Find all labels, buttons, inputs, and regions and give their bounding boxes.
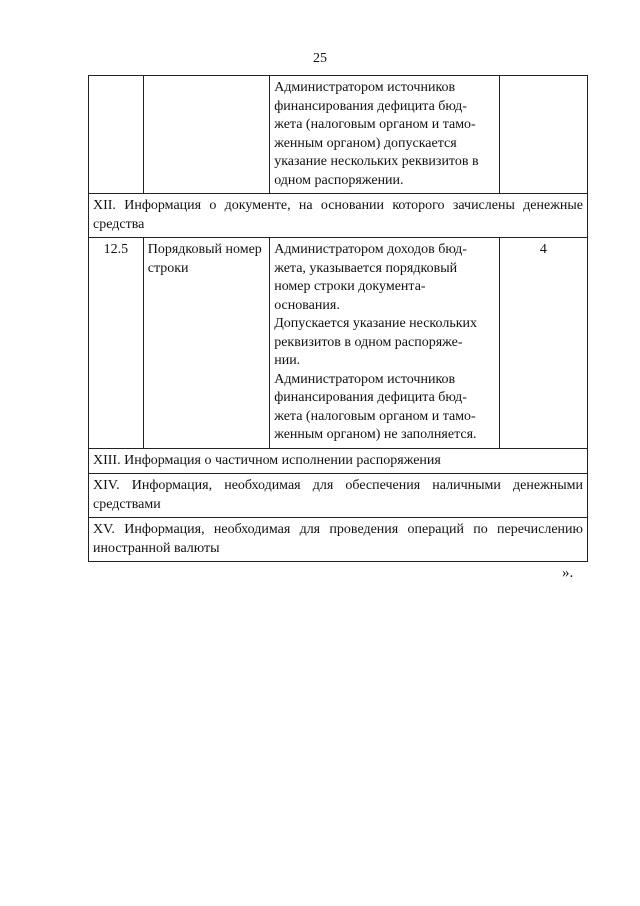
closing-quote-mark: ».: [562, 565, 574, 581]
row-number: 12.5: [89, 238, 144, 449]
section-title-xv: XV. Информация, необходимая для проведения операций по перечислению иностранной валюты: [93, 522, 583, 556]
section-title-xiv: XIV. Информация, необходимая для обеспечения наличными денежными средствами: [93, 478, 583, 512]
row-description: [270, 238, 500, 449]
section-header-xv: [89, 518, 588, 562]
table-row-12-5: [89, 238, 588, 449]
section-title-xiii: XIII. Информация о частичном исполнении распоряжения: [93, 452, 441, 468]
cell-name: [143, 76, 269, 194]
page-number: 25: [313, 51, 327, 66]
description-text: Администратором источников финансирования дефицита бюд- жета (налоговым органом и тамо- женным органом) допускается указание нескольких реквизитов в одном распоряжении.: [274, 80, 479, 188]
row-value: 4: [499, 238, 587, 449]
description-text: Администратором доходов бюд- жета, указывается порядковый номер строки документа- основания. Допускается указание нескольких реквизитов в одном распоряже- нии. Администратором источников финансирования дефицита бюд- жета (налоговым органом и тамо- женным органом) не заполняется.: [274, 242, 478, 442]
cell-description: [270, 76, 500, 194]
cell-value: [499, 76, 587, 194]
section-header-xiii: [89, 448, 588, 474]
table-row-continuation: [89, 76, 588, 194]
section-title-xii: XII. Информация о документе, на основании которого зачислены денежные средства: [93, 198, 583, 232]
section-header-xiv: [89, 474, 588, 518]
cell-number: [89, 76, 144, 194]
requisites-table: [88, 75, 588, 562]
section-header-xii: [89, 194, 588, 238]
row-name: Порядковый номер строки: [143, 238, 269, 449]
